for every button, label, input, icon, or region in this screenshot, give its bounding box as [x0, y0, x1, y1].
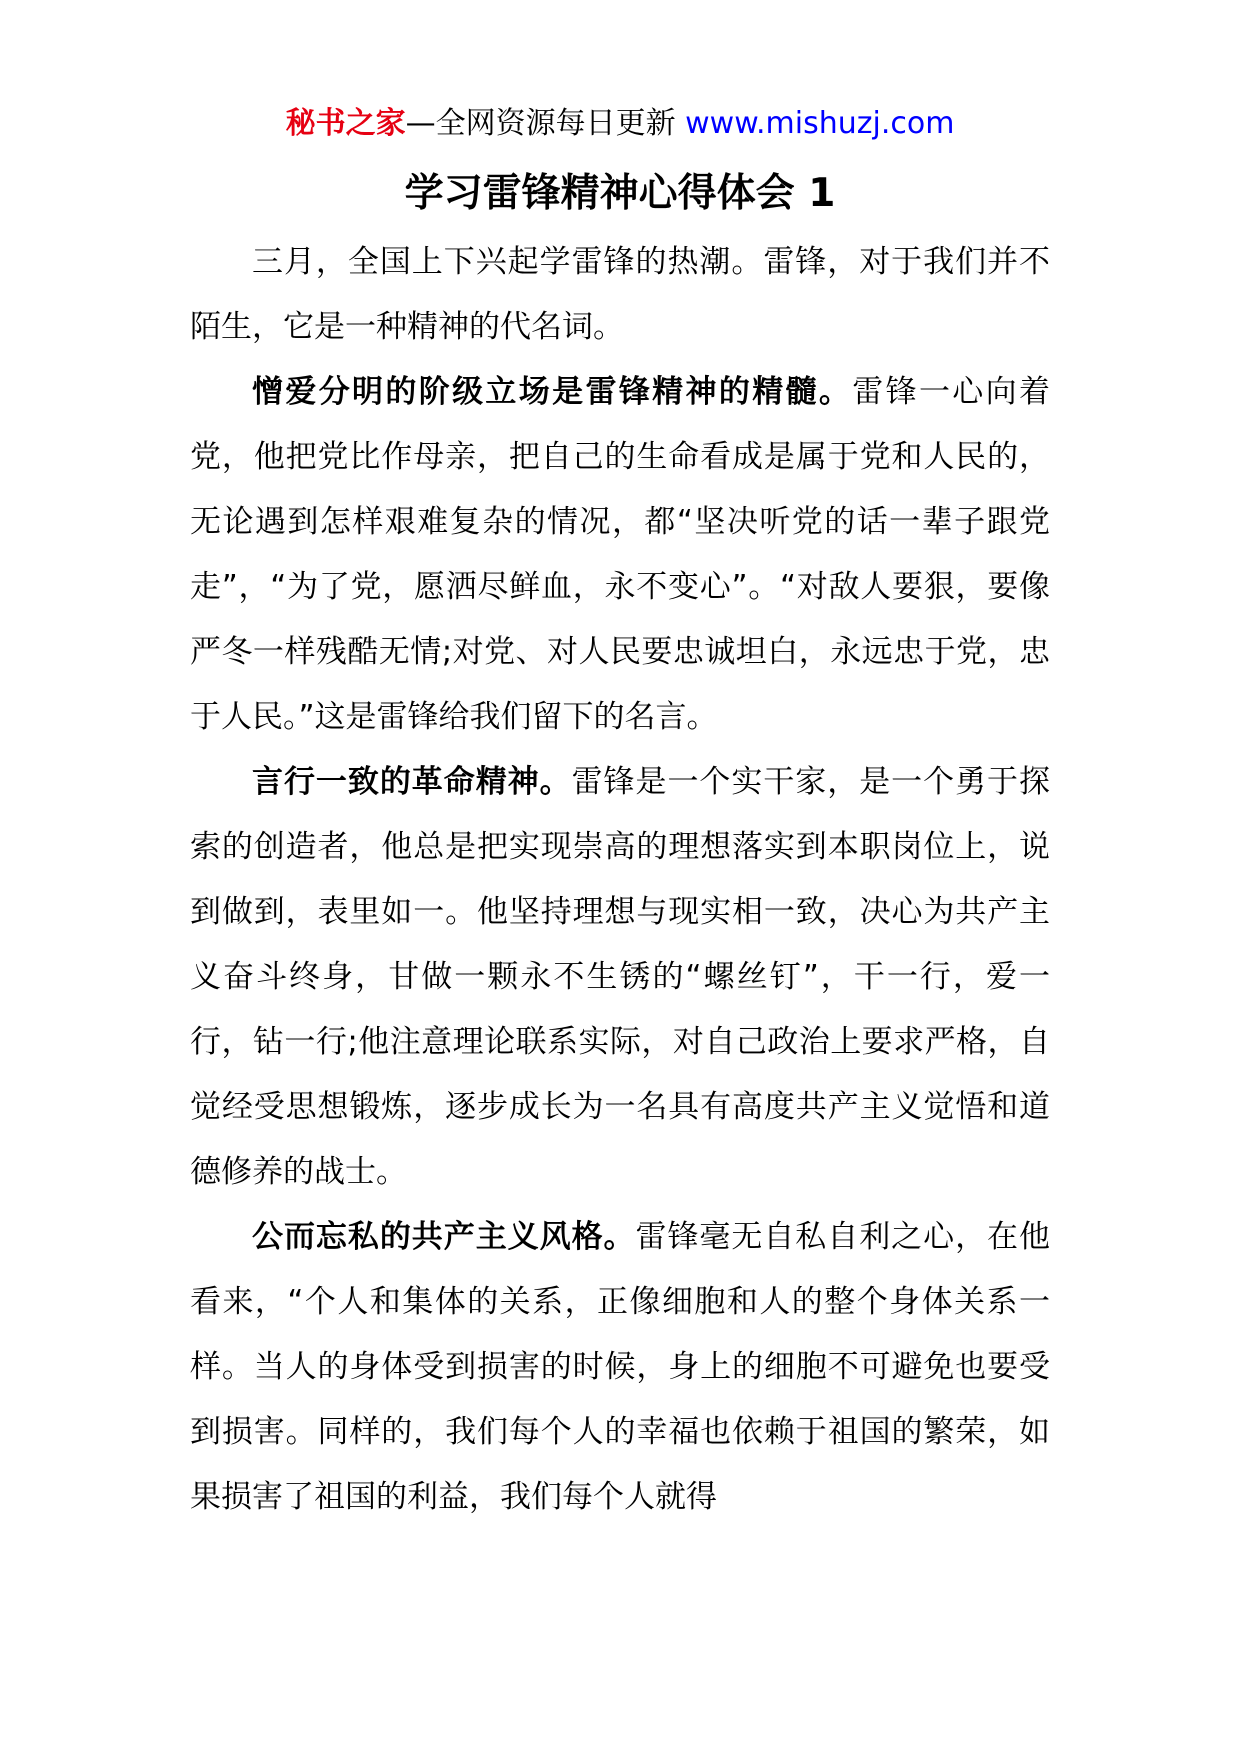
site-brand: 秘书之家: [285, 106, 406, 141]
paragraph-intro: [190, 230, 1050, 360]
document-title: 学习雷锋精神心得体会 1: [404, 171, 836, 216]
paragraph-class-stance: [190, 360, 1050, 750]
paragraph-selfless: [190, 1205, 1050, 1530]
paragraph-words-deeds: [190, 750, 1050, 1205]
document-body: [190, 230, 1050, 1530]
paragraph-lead: 言行一致的革命精神。: [252, 764, 572, 800]
paragraph-text: 雷锋一心向着党，他把党比作母亲，把自己的生命看成是属于党和人民的，无论遇到怎样艰难复杂的情况，都“坚决听党的话一辈子跟党走”，“为了党，愿洒尽鲜血，永不变心”。“对敌人要狠，要像严冬一样残酷无情;对党、对人民要忠诚坦白，永远忠于党，忠于人民。”这是雷锋给我们留下的名言。: [190, 374, 1051, 735]
paragraph-text: 三月，全国上下兴起学雷锋的热潮。雷锋，对于我们并不陌生，它是一种精神的代名词。: [190, 244, 1050, 345]
paragraph-text: 雷锋毫无自私自利之心，在他看来，“个人和集体的关系，正像细胞和人的整个身体关系一样。当人的身体受到损害的时候，身上的细胞不可避免也要受到损害。同样的，我们每个人的幸福也依赖于祖国的繁荣，如果损害了祖国的利益，我们每个人就得: [190, 1219, 1050, 1515]
site-header: [0, 102, 1240, 146]
paragraph-text: 雷锋是一个实干家，是一个勇于探索的创造者，他总是把实现崇高的理想落实到本职岗位上，说到做到，表里如一。他坚持理想与现实相一致，决心为共产主义奋斗终身，甘做一颗永不生锈的“螺丝钉”，干一行，爱一行，钻一行;他注意理论联系实际，对自己政治上要求严格，自觉经受思想锻炼，逐步成长为一名具有高度共产主义觉悟和道德修养的战士。: [190, 764, 1051, 1190]
paragraph-lead: 憎爱分明的阶级立场是雷锋精神的精髓。: [252, 374, 853, 410]
site-url-link[interactable]: www.mishuzj.com: [685, 106, 955, 141]
paragraph-lead: 公而忘私的共产主义风格。: [252, 1219, 636, 1255]
site-slogan: —全网资源每日更新: [405, 106, 686, 141]
